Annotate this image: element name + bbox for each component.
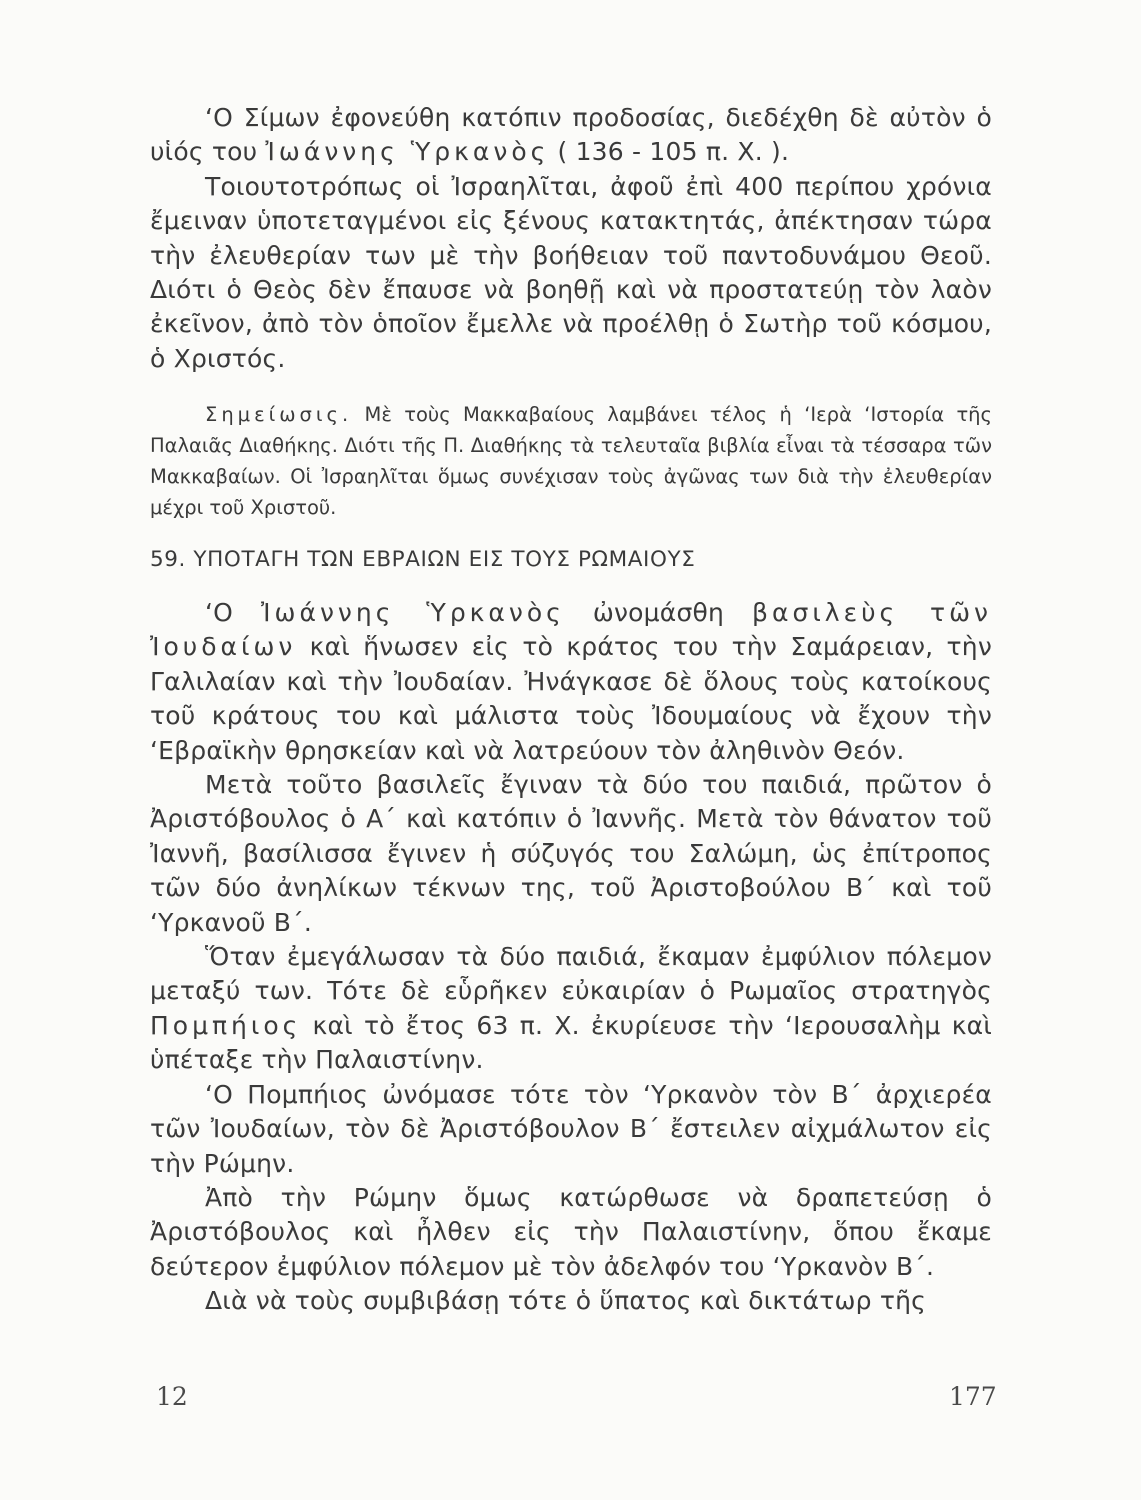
paragraph-hyrcanus xyxy=(150,596,992,768)
paragraph-pompey: ‘Ο Πομπήιος ὠνόμασε τότε τὸν ‘Υρκανὸν τὸν Β΄ ἀρχιερέα τῶν Ἰουδαίων, τὸν δὲ Ἀριστόβουλον Β΄ ἔστειλεν αἰχμάλωτον εἰς τὴν Ρώμην. xyxy=(150,1079,992,1178)
paragraph-simon xyxy=(150,101,992,170)
page-number-right: 177 xyxy=(949,1382,997,1411)
note-paragraph xyxy=(150,399,992,523)
paragraph-text: ὠνομάσθη xyxy=(564,598,753,627)
note-text: Μὲ τοὺς Μακκαβαίους λαμβάνει τέλος ἡ ‘Ιερὰ ‘Ιστορία τῆς Παλαιᾶς Διαθήκης. Διότι τῆς Π. Διαθήκης τὰ τελευταῖα βιβλία εἶναι τὰ τέσσαρα τῶν Μακκαβαίων. Οἱ Ἰσραηλῖται ὅμως συνέχισαν τοὺς ἀγῶνας των διὰ τὴν ἐλευθερίαν μέχρι τοῦ Χριστοῦ. xyxy=(150,403,992,519)
paragraph-dictator: Διὰ νὰ τοὺς συμβιβάσῃ τότε ὁ ὕπατος καὶ δικτάτωρ τῆς xyxy=(205,1286,926,1316)
paragraph-text: καὶ ἥνωσεν εἰς τὸ κράτος του τὴν Σαμάρειαν, τὴν Γαλιλαίαν καὶ τὴν Ἰουδαίαν. Ἠνάγκασε δὲ ὅλους τοὺς κατοίκους τοῦ κράτους του καὶ μάλιστα τοὺς Ἰδουμαίους νὰ ἔχουν τὴν ‘Εβραϊκὴν θρησκείαν καὶ νὰ λατρεύουν τὸν ἀληθινὸν Θεόν. xyxy=(150,632,992,765)
paragraph-text: ‘Ο xyxy=(205,598,262,627)
paragraph-israelites: Τοιουτοτρόπως οἱ Ἰσραηλῖται, ἀφοῦ ἐπὶ 400 περίπου χρόνια ἔμειναν ὑποτεταγμένοι εἰς ξένους κατακτητάς, ἀπέκτησαν τώρα τὴν ἐλευθερίαν των μὲ τὴν βοήθειαν τοῦ παντοδυνάμου Θεοῦ. Διότι ὁ Θεὸς δὲν ἔπαυσε νὰ βοηθῇ καὶ νὰ προστατεύῃ τὸν λαὸν ἐκεῖνον, ἀπὸ τὸν ὁποῖον ἔμελλε νὰ προέλθῃ ὁ Σωτὴρ τοῦ κόσμου, ὁ Χριστός. xyxy=(150,171,992,373)
spaced-name: Πομπήιος xyxy=(150,1010,302,1040)
paragraph-civil-war xyxy=(150,940,992,1078)
spaced-title: βασιλεὺς τῶν Ἰουδαίων xyxy=(150,598,992,662)
opening-text xyxy=(150,101,992,376)
paragraph-text: Ὅταν ἐμεγάλωσαν τὰ δύο παιδιά, ἔκαμαν ἐμφύλιον πόλεμον μεταξύ των. Τότε δὲ εὗρῆκεν εὐκαιρίαν ὁ Ρωμαῖος στρατηγὸς xyxy=(150,942,992,1006)
note-label: Σημείωσις. xyxy=(205,403,353,426)
paragraph-escape: Ἀπὸ τὴν Ρώμην ὅμως κατώρθωσε νὰ δραπετεύσῃ ὁ Ἀριστόβουλος καὶ ἦλθεν εἰς τὴν Παλαιστίνην, ὅπου ἔκαμε δεύτερον ἐμφύλιον πόλεμον μὲ τὸν ἀδελφόν του ‘Υρκανὸν Β΄. xyxy=(150,1182,992,1281)
spaced-name: Ἰωάννης Ὑρκανὸς xyxy=(265,137,550,167)
paragraph-kings: Μετὰ τοῦτο βασιλεῖς ἔγιναν τὰ δύο του παιδιά, πρῶτον ὁ Ἀριστόβουλος ὁ Α΄ καὶ κατόπιν ὁ Ἰαννῆς. Μετὰ τὸν θάνατον τοῦ Ἰαννῆ, βασίλισσα ἔγινεν ἡ σύζυγός του Σαλώμη, ὡς ἐπίτροπος τῶν δύο ἀνηλίκων τέκνων της, τοῦ Ἀριστοβούλου Β΄ καὶ τοῦ ‘Υρκανοῦ Β΄. xyxy=(150,770,992,937)
note-block xyxy=(150,399,992,523)
spaced-name: Ἰωάννης Ὑρκανὸς xyxy=(261,598,565,627)
paragraph-text: καὶ τὸ ἔτος 63 π. Χ. ἐκυρίευσε τὴν ‘Ιερουσαλὴμ καὶ ὑπέταξε τὴν Παλαιστίνην. xyxy=(150,1010,992,1075)
page-number-left: 12 xyxy=(156,1382,188,1411)
paragraph-text: ( 136 - 105 π. Χ. ). xyxy=(549,137,790,167)
section-heading: 59. ΥΠΟΤΑΓΗ ΤΩΝ ΕΒΡΑΙΩΝ ΕΙΣ ΤΟΥΣ ΡΩΜΑΙΟΥΣ xyxy=(150,547,696,572)
paragraph-text: ‘Ο Σίμων ἐφονεύθη κατόπιν προδοσίας, διεδέχθη δὲ αὐτὸν ὁ υἱός του xyxy=(150,103,992,167)
section-body xyxy=(150,596,992,1319)
